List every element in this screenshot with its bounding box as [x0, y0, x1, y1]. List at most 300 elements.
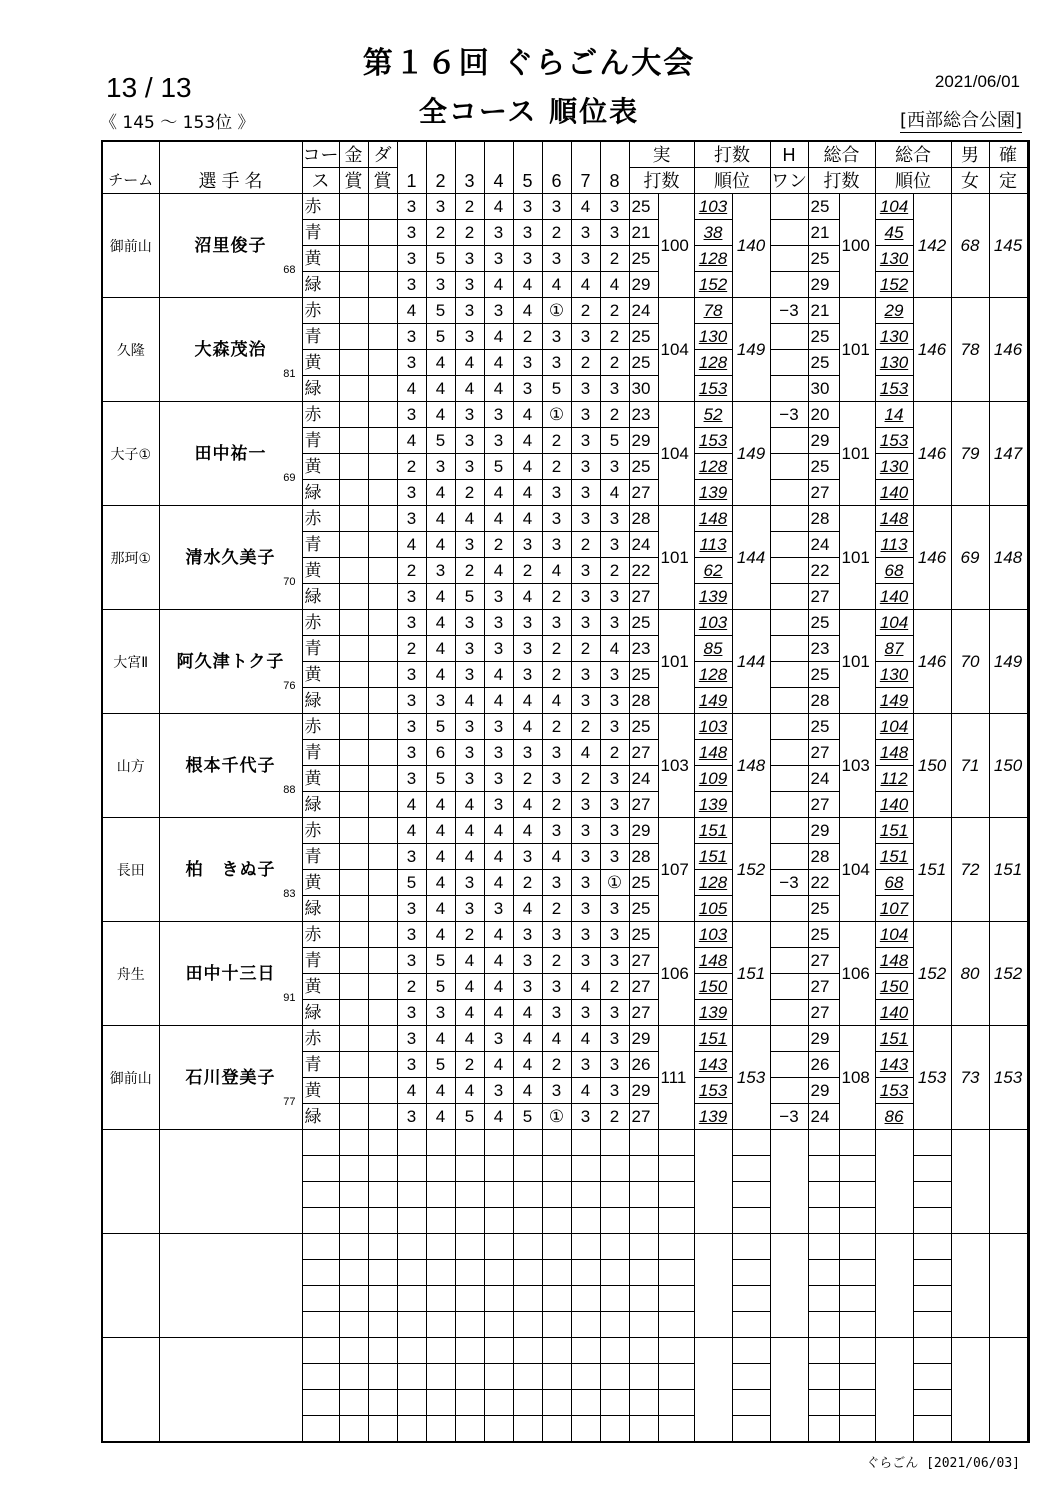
hole-score: 6: [426, 740, 455, 766]
hole-score: 4: [397, 428, 426, 454]
empty-cell: [913, 1364, 951, 1390]
hole-score: 4: [484, 1052, 513, 1078]
empty-cell: [542, 1390, 571, 1416]
hole-score: 3: [600, 844, 629, 870]
hole-in-one: [770, 194, 808, 220]
hole-in-one: [770, 818, 808, 844]
hole-score: 2: [513, 766, 542, 792]
empty-cell: [339, 1182, 368, 1208]
empty-cell: [368, 1364, 397, 1390]
hole-score: 4: [571, 272, 600, 298]
empty-cell: [426, 1286, 455, 1312]
gold-award-cell: [339, 558, 368, 584]
empty-cell: [368, 1260, 397, 1286]
sub-rank: 113: [875, 532, 913, 558]
empty-cell: [302, 1416, 339, 1443]
sub-rank: 68: [875, 558, 913, 584]
empty-cell: [484, 1182, 513, 1208]
hole-score: 3: [484, 610, 513, 636]
hole-score: 3: [571, 402, 600, 428]
hole-score: 2: [600, 402, 629, 428]
course-sum: 25: [629, 454, 658, 480]
empty-cell: [913, 1182, 951, 1208]
hole-in-one: −3: [770, 402, 808, 428]
da-award-cell: [368, 480, 397, 506]
hole-score: 4: [484, 376, 513, 402]
sub-total: 26: [808, 1052, 839, 1078]
sub-rank: 148: [875, 506, 913, 532]
hole-score: 4: [484, 558, 513, 584]
empty-cell: [513, 1208, 542, 1234]
hole-score: 4: [484, 272, 513, 298]
da-award-cell: [368, 402, 397, 428]
empty-cell: [658, 1260, 694, 1286]
hole-score: 4: [397, 818, 426, 844]
hole-score: 3: [513, 350, 542, 376]
course-rank: 151: [694, 844, 732, 870]
empty-cell: [302, 1364, 339, 1390]
hole-score: 3: [600, 766, 629, 792]
course-cell: 黄: [302, 454, 339, 480]
player-number: 83: [283, 887, 296, 900]
empty-cell: [513, 1130, 542, 1156]
col-total-b: 打数: [808, 168, 875, 194]
course-cell: 緑: [302, 480, 339, 506]
hole-in-one: [770, 480, 808, 506]
player-name-cell: [159, 298, 302, 402]
course-sum: 25: [629, 350, 658, 376]
empty-cell: [839, 1130, 875, 1156]
empty-cell: [913, 1338, 951, 1364]
hole-score: 5: [426, 1052, 455, 1078]
empty-cell: [839, 1260, 875, 1286]
empty-cell: [397, 1208, 426, 1234]
col-da-b: 賞: [368, 168, 397, 194]
course-rank: 148: [694, 948, 732, 974]
hole-score: 3: [426, 454, 455, 480]
hole-in-one: [770, 948, 808, 974]
da-award-cell: [368, 298, 397, 324]
empty-cell: [808, 1416, 839, 1443]
hole-score: 4: [397, 792, 426, 818]
hole-score: 2: [600, 350, 629, 376]
table-row: [102, 610, 1029, 636]
hole-score: 2: [397, 636, 426, 662]
empty-cell: [542, 1312, 571, 1338]
hole-score: 3: [542, 194, 571, 220]
empty-cell: [426, 1364, 455, 1390]
gold-award-cell: [339, 974, 368, 1000]
course-rank: 139: [694, 792, 732, 818]
hole-score: 3: [397, 610, 426, 636]
hole-score: 2: [542, 792, 571, 818]
total-rank: 153: [913, 1026, 951, 1130]
page-title: 第１６回 ぐらごん大会: [362, 46, 696, 81]
hole-score: 3: [571, 870, 600, 896]
empty-cell: [658, 1286, 694, 1312]
sub-total: 29: [808, 1078, 839, 1104]
course-sum: 27: [629, 480, 658, 506]
gold-award-cell: [339, 766, 368, 792]
empty-cell: [484, 1130, 513, 1156]
course-sum: 29: [629, 818, 658, 844]
empty-cell: [368, 1390, 397, 1416]
hole-score: 3: [397, 1104, 426, 1130]
hole-score: 3: [571, 376, 600, 402]
course-sum: 25: [629, 324, 658, 350]
final-rank: 153: [989, 1026, 1027, 1130]
empty-cell: [808, 1130, 839, 1156]
empty-cell: [339, 1364, 368, 1390]
hole-score: 3: [600, 922, 629, 948]
hole-score: 3: [542, 870, 571, 896]
empty-cell: [571, 1390, 600, 1416]
player-name: 石川登美子: [185, 1067, 276, 1087]
hole-score: 3: [600, 532, 629, 558]
gender-rank: 78: [951, 298, 989, 402]
empty-cell: [455, 1182, 484, 1208]
sub-rank: 152: [875, 272, 913, 298]
empty-cell: [913, 1234, 951, 1260]
course-rank: 103: [694, 194, 732, 220]
empty-cell: [426, 1234, 455, 1260]
course-sum: 27: [629, 974, 658, 1000]
ranking-table: [101, 140, 1030, 1443]
gold-award-cell: [339, 948, 368, 974]
hole-score: 4: [513, 506, 542, 532]
course-rank: 139: [694, 1104, 732, 1130]
empty-cell: [484, 1234, 513, 1260]
gold-award-cell: [339, 714, 368, 740]
empty-cell: [455, 1130, 484, 1156]
empty-cell: [913, 1156, 951, 1182]
hole-score: 3: [571, 896, 600, 922]
hole-score: 2: [513, 324, 542, 350]
course-rank: 38: [694, 220, 732, 246]
gold-award-cell: [339, 636, 368, 662]
empty-cell: [484, 1416, 513, 1443]
empty-cell: [426, 1130, 455, 1156]
gender-rank: 69: [951, 506, 989, 610]
empty-cell: [302, 1312, 339, 1338]
hole-score: 4: [571, 194, 600, 220]
hole-score: 3: [397, 766, 426, 792]
col-total-rank: 総合: [875, 141, 951, 168]
hole-score: 4: [542, 844, 571, 870]
hole-score: 4: [426, 610, 455, 636]
empty-cell: [732, 1390, 770, 1416]
course-cell: 青: [302, 636, 339, 662]
empty-cell: [600, 1312, 629, 1338]
venue: [西部総合公園]: [900, 106, 1022, 133]
hole-score: 3: [397, 896, 426, 922]
hole-score: 3: [484, 298, 513, 324]
course-rank: 103: [694, 714, 732, 740]
course-sum: 28: [629, 506, 658, 532]
final-rank: 151: [989, 818, 1027, 922]
hole-score: 3: [397, 1052, 426, 1078]
hole-in-one: [770, 324, 808, 350]
col-hole-4: 4: [484, 141, 513, 194]
da-award-cell: [368, 974, 397, 1000]
gold-award-cell: [339, 610, 368, 636]
hole-score: 5: [426, 324, 455, 350]
hole-score: 4: [426, 1026, 455, 1052]
course-sum: 25: [629, 896, 658, 922]
empty-cell: [339, 1208, 368, 1234]
course-sum: 25: [629, 246, 658, 272]
course-cell: 黄: [302, 1078, 339, 1104]
empty-cell: [732, 1364, 770, 1390]
hole-score: 4: [455, 1026, 484, 1052]
hole-score: 2: [513, 558, 542, 584]
empty-cell: [368, 1338, 397, 1364]
empty-cell: [770, 1130, 808, 1234]
final-rank: 147: [989, 402, 1027, 506]
col-hole-5: 5: [513, 141, 542, 194]
empty-cell: [875, 1130, 913, 1234]
course-rank: 78: [694, 298, 732, 324]
total-rank: 152: [913, 922, 951, 1026]
gold-award-cell: [339, 818, 368, 844]
empty-cell: [513, 1312, 542, 1338]
empty-cell: [989, 1234, 1027, 1338]
hole-score: 4: [484, 662, 513, 688]
hole-score: 5: [455, 1104, 484, 1130]
team-cell: 大子①: [102, 402, 159, 506]
empty-cell: [600, 1260, 629, 1286]
hole-in-one: [770, 246, 808, 272]
hole-score: 3: [542, 974, 571, 1000]
empty-row: [102, 1234, 1029, 1260]
sub-rank: 130: [875, 350, 913, 376]
hole-score: 3: [600, 454, 629, 480]
empty-cell: [808, 1364, 839, 1390]
da-award-cell: [368, 636, 397, 662]
gold-award-cell: [339, 584, 368, 610]
rank-range: 《 145 ～ 153位 》: [100, 113, 255, 133]
hole-score: 3: [571, 948, 600, 974]
gold-award-cell: [339, 194, 368, 220]
course-cell: 赤: [302, 298, 339, 324]
da-award-cell: [368, 818, 397, 844]
final-rank: 152: [989, 922, 1027, 1026]
da-award-cell: [368, 220, 397, 246]
hole-score: 3: [600, 714, 629, 740]
hole-score: 4: [484, 194, 513, 220]
hole-score: 4: [484, 1000, 513, 1026]
final-rank: 145: [989, 194, 1027, 298]
hole-score: 4: [426, 922, 455, 948]
course-rank: 105: [694, 896, 732, 922]
empty-cell: [839, 1338, 875, 1364]
hole-score: 3: [484, 714, 513, 740]
col-mf-b: 女: [951, 168, 989, 194]
table-row: [102, 818, 1029, 844]
hole-score: 3: [600, 506, 629, 532]
empty-cell: [484, 1260, 513, 1286]
hole-score: 4: [426, 896, 455, 922]
hole-score: 3: [455, 454, 484, 480]
empty-cell: [455, 1260, 484, 1286]
gold-award-cell: [339, 1026, 368, 1052]
col-gold: 金: [339, 141, 368, 168]
hole-score: 2: [455, 194, 484, 220]
hole-in-one: [770, 506, 808, 532]
col-team: チーム: [102, 141, 159, 194]
empty-row: [102, 1338, 1029, 1364]
player-name: 大森茂治: [194, 339, 267, 359]
gold-award-cell: [339, 1000, 368, 1026]
empty-cell: [600, 1234, 629, 1260]
empty-cell: [951, 1130, 989, 1234]
course-sum: 25: [629, 870, 658, 896]
empty-cell: [629, 1208, 658, 1234]
empty-cell: [951, 1234, 989, 1338]
hole-score: 3: [484, 896, 513, 922]
empty-cell: [339, 1234, 368, 1260]
gold-award-cell: [339, 792, 368, 818]
empty-cell: [542, 1130, 571, 1156]
sub-total: 27: [808, 740, 839, 766]
course-cell: 黄: [302, 350, 339, 376]
hole-score: 4: [513, 1026, 542, 1052]
hole-score: 4: [484, 922, 513, 948]
sub-total: 28: [808, 688, 839, 714]
team-cell: [102, 1338, 159, 1443]
da-award-cell: [368, 454, 397, 480]
course-rank: 85: [694, 636, 732, 662]
hole-score: 3: [542, 1000, 571, 1026]
sub-total: 21: [808, 298, 839, 324]
empty-cell: [542, 1182, 571, 1208]
sub-total: 25: [808, 324, 839, 350]
hole-in-one: −3: [770, 870, 808, 896]
hole-score: 4: [455, 844, 484, 870]
da-award-cell: [368, 324, 397, 350]
empty-cell: [426, 1182, 455, 1208]
hole-score: 3: [513, 922, 542, 948]
empty-cell: [808, 1234, 839, 1260]
hole-score: 2: [455, 558, 484, 584]
hole-score: 4: [513, 688, 542, 714]
col-strokes: 打数: [694, 141, 770, 168]
sub-total: 29: [808, 1026, 839, 1052]
empty-cell: [302, 1390, 339, 1416]
empty-cell: [571, 1338, 600, 1364]
empty-cell: [302, 1338, 339, 1364]
empty-cell: [629, 1234, 658, 1260]
hole-score: 3: [426, 194, 455, 220]
sub-rank: 104: [875, 194, 913, 220]
course-cell: 青: [302, 324, 339, 350]
hole-in-one: [770, 792, 808, 818]
total-strokes: 101: [839, 610, 875, 714]
hole-score: 2: [542, 428, 571, 454]
hole-score: 2: [571, 350, 600, 376]
course-rank: 128: [694, 350, 732, 376]
gold-award-cell: [339, 922, 368, 948]
hole-score: 5: [426, 428, 455, 454]
sub-total: 23: [808, 636, 839, 662]
course-sum: 21: [629, 220, 658, 246]
hole-score: 3: [600, 610, 629, 636]
table-row: [102, 298, 1029, 324]
page-number: 13 / 13: [106, 72, 192, 103]
empty-cell: [600, 1286, 629, 1312]
sub-rank: 14: [875, 402, 913, 428]
hole-score: 2: [542, 454, 571, 480]
stroke-rank: 144: [732, 610, 770, 714]
actual-total: 111: [658, 1026, 694, 1130]
course-sum: 22: [629, 558, 658, 584]
hole-score: 3: [484, 740, 513, 766]
da-award-cell: [368, 688, 397, 714]
hole-in-one: [770, 896, 808, 922]
sub-total: 25: [808, 194, 839, 220]
course-cell: 赤: [302, 506, 339, 532]
hole-score: 3: [600, 688, 629, 714]
empty-cell: [600, 1182, 629, 1208]
sub-rank: 130: [875, 454, 913, 480]
empty-cell: [455, 1312, 484, 1338]
gold-award-cell: [339, 844, 368, 870]
player-name-cell: [159, 714, 302, 818]
empty-cell: [368, 1156, 397, 1182]
sub-rank: 68: [875, 870, 913, 896]
empty-cell: [339, 1416, 368, 1443]
hole-score: 4: [484, 844, 513, 870]
sub-rank: 112: [875, 766, 913, 792]
stroke-rank: 152: [732, 818, 770, 922]
empty-cell: [302, 1260, 339, 1286]
hole-in-one: −3: [770, 298, 808, 324]
hole-score: 2: [571, 714, 600, 740]
hole-score: 3: [484, 766, 513, 792]
hole-score: 4: [484, 506, 513, 532]
hole-score: 3: [571, 324, 600, 350]
empty-cell: [1027, 1338, 1029, 1443]
course-cell: 緑: [302, 584, 339, 610]
hole-in-one: [770, 428, 808, 454]
hole-score: 4: [397, 532, 426, 558]
empty-cell: [629, 1338, 658, 1364]
table-row: [102, 922, 1029, 948]
course-sum: 23: [629, 402, 658, 428]
da-award-cell: [368, 1104, 397, 1130]
course-rank: 128: [694, 662, 732, 688]
hole-score: 3: [571, 428, 600, 454]
stroke-rank: 140: [732, 194, 770, 298]
empty-cell: [397, 1312, 426, 1338]
total-strokes: 101: [839, 506, 875, 610]
col-h: H: [770, 141, 808, 168]
hole-score: 3: [600, 220, 629, 246]
course-rank: 130: [694, 324, 732, 350]
da-award-cell: [368, 558, 397, 584]
gold-award-cell: [339, 688, 368, 714]
da-award-cell: [368, 272, 397, 298]
sub-total: 27: [808, 948, 839, 974]
player-number: 69: [283, 471, 296, 484]
player-name-cell: [159, 402, 302, 506]
stroke-rank: 148: [732, 714, 770, 818]
empty-cell: [542, 1260, 571, 1286]
gold-award-cell: [339, 1052, 368, 1078]
empty-cell: [484, 1338, 513, 1364]
gold-award-cell: [339, 532, 368, 558]
hole-score: 4: [484, 350, 513, 376]
